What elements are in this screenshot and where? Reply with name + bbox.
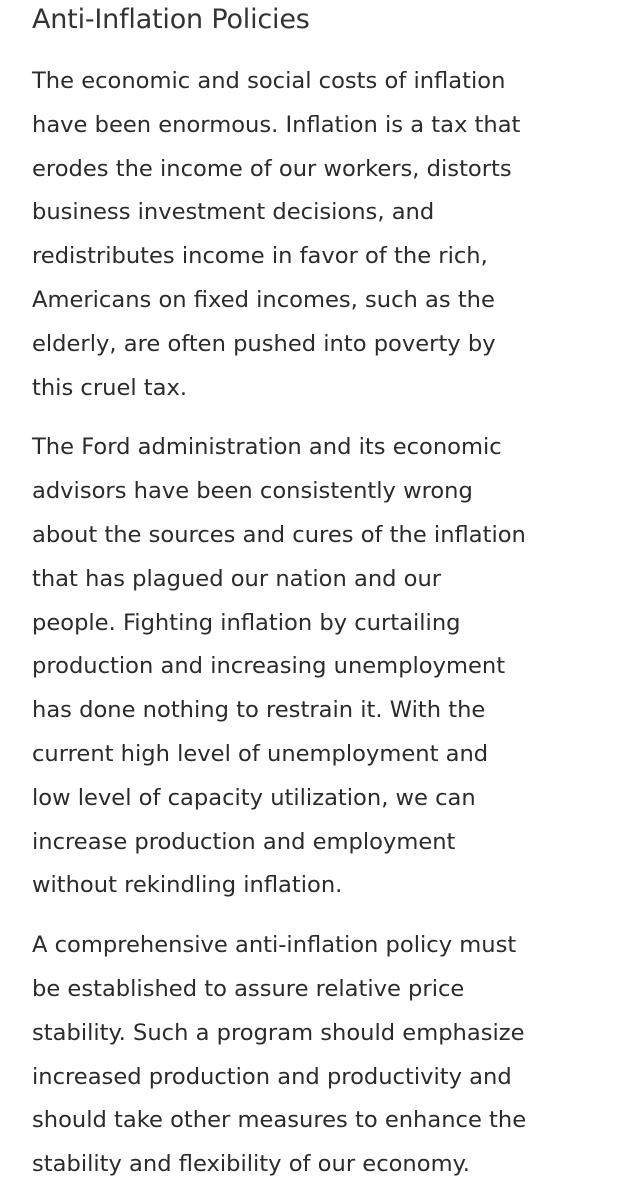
- paragraph-line: about the sources and cures of the inflation: [32, 521, 526, 548]
- article-title: Anti-Inflation Policies: [32, 4, 310, 35]
- paragraph-line: elderly, are often pushed into poverty by: [32, 330, 496, 357]
- paragraph-line: production and increasing unemployment: [32, 653, 506, 680]
- paragraph-line: be established to assure relative price: [32, 975, 465, 1002]
- paragraph-line: have been enormous. Inflation is a tax that: [32, 111, 521, 138]
- article: [32, 0, 606, 1187]
- paragraph-line: has done nothing to restrain it. With the: [32, 697, 486, 724]
- paragraph-line: current high level of unemployment and: [32, 740, 489, 767]
- paragraph-line: Americans on fixed incomes, such as the: [32, 286, 495, 313]
- paragraph-line: The Ford administration and its economic: [32, 434, 502, 461]
- paragraph-costs-of-inflation: [32, 60, 606, 410]
- paragraph-line: The economic and social costs of inflation: [32, 68, 506, 94]
- paragraph-line: increased production and productivity and: [32, 1063, 512, 1090]
- paragraph-line: stability and flexibility of our economy.: [32, 1151, 470, 1178]
- paragraph-line: business investment decisions, and: [32, 199, 435, 226]
- paragraph-line: should take other measures to enhance the: [32, 1107, 527, 1134]
- paragraph-line: that has plagued our nation and our: [32, 565, 442, 592]
- paragraph-line: increase production and employment: [32, 828, 456, 855]
- paragraph-ford-administration: [32, 426, 606, 908]
- paragraph-line: erodes the income of our workers, distorts: [32, 155, 512, 182]
- paragraph-line: this cruel tax.: [32, 374, 188, 401]
- paragraph-line: redistributes income in favor of the rich,: [32, 243, 488, 270]
- paragraph-line: stability. Such a program should emphasize: [32, 1019, 525, 1046]
- paragraph-line: advisors have been consistently wrong: [32, 478, 473, 505]
- paragraph-line: A comprehensive anti-inflation policy must: [32, 932, 517, 959]
- paragraph-line: without rekindling inflation.: [32, 872, 343, 899]
- paragraph-line: low level of capacity utilization, we can: [32, 784, 476, 811]
- paragraph-comprehensive-policy: [32, 924, 606, 1187]
- paragraph-line: people. Fighting inflation by curtailing: [32, 609, 461, 636]
